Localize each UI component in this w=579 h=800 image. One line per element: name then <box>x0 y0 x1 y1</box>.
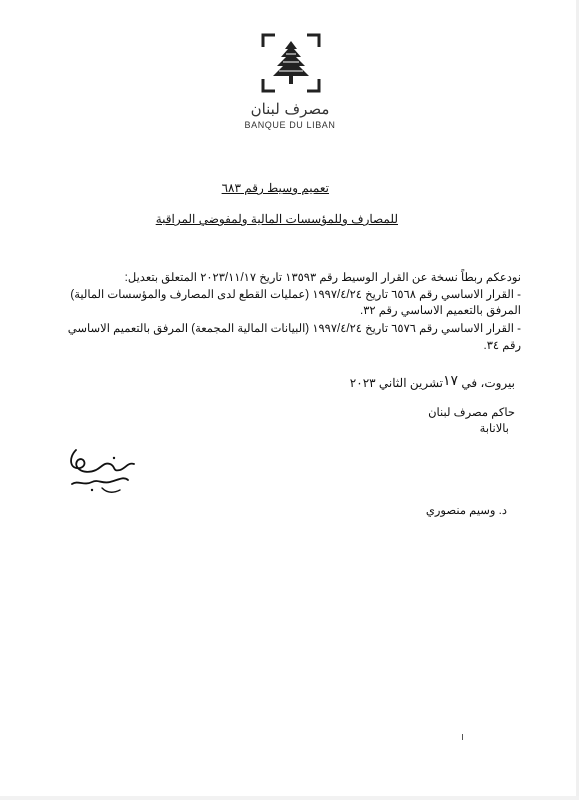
bank-name-french: BANQUE DU LIBAN <box>244 120 336 130</box>
date-prefix: بيروت، في <box>458 376 515 390</box>
body-line: - القرار الاساسي رقم ٦٥٧٦ تاريخ ١٩٩٧/٤/٢٤ (البيانات المالية المجمعة) المرفق بالتعميم الاساسي <box>67 323 521 335</box>
circular-title: تعميم وسيط رقم ٦٨٣ <box>221 181 329 195</box>
signatory-title: حاكم مصرف لبنان <box>428 407 515 419</box>
signatory-name: د. وسيم منصوري <box>425 505 507 517</box>
issue-date <box>350 372 515 390</box>
body-line: نودعكم ربطاً نسخة عن القرار الوسيط رقم ١٣٥٩٣ تاريخ ٢٠٢٣/١١/١٧ المتعلق بتعديل: <box>124 272 521 284</box>
stray-mark <box>461 734 464 740</box>
date-day: ١٧ <box>443 372 459 388</box>
handwritten-signature <box>62 440 142 500</box>
body-line: رقم ٣٤. <box>483 340 521 352</box>
cedar-logo-icon <box>261 33 321 93</box>
signatory-capacity: بالانابة <box>479 423 509 435</box>
date-rest: تشرين الثاني ٢٠٢٣ <box>349 376 443 390</box>
bank-name-arabic: مصرف لبنان <box>250 100 330 118</box>
scan-edge-bottom <box>0 796 579 800</box>
addressee: للمصارف وللمؤسسات المالية ولمفوضي المراقبة <box>155 212 398 226</box>
body-line: - القرار الاساسي رقم ٦٥٦٨ تاريخ ١٩٩٧/٤/٢٤ (عمليات القطع لدى المصارف والمؤسسات المالية) <box>70 289 521 301</box>
body-line: المرفق بالتعميم الاساسي رقم ٣٢. <box>360 305 521 317</box>
